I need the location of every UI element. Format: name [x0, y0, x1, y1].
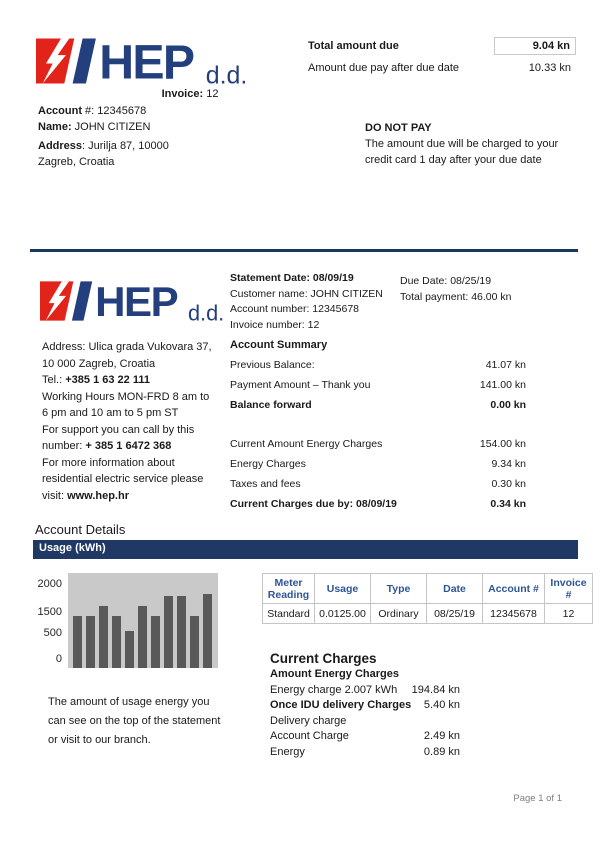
after-due-value: 10.33 kn — [528, 62, 571, 74]
do-not-pay-notice: DO NOT PAY The amount due will be charged to your credit card 1 day after your due date — [365, 120, 580, 168]
account-summary-title: Account Summary — [230, 339, 328, 351]
y-axis-tick: 0 — [55, 653, 62, 665]
table-row: Standard 0.0125.00 Ordinary 08/25/19 12345678 12 — [263, 604, 593, 624]
account-number-value: 12345678 — [97, 105, 147, 117]
y-axis-tick: 500 — [43, 627, 62, 639]
page-number: Page 1 of 1 — [513, 793, 562, 804]
customer-address-line1: Address: Jurilja 87, 10000 — [38, 140, 169, 152]
website-link[interactable]: www.hep.hr — [67, 489, 129, 502]
due-date: Due Date: 08/25/19 — [400, 275, 492, 287]
charges-row: Amount Energy Charges — [270, 668, 399, 680]
usage-bar — [86, 616, 95, 668]
company-phone: +385 1 63 22 111 — [65, 374, 150, 386]
usage-banner: Usage (kWh) — [33, 540, 578, 559]
customer-name-value: JOHN CITIZEN — [71, 121, 151, 133]
col-meter-reading: Meter Reading — [263, 574, 315, 604]
account-number-line: Account #: 12345678 — [38, 105, 147, 117]
summary-row-current-due: Current Charges due by: 08/09/19 0.34 kn — [230, 498, 526, 510]
usage-bars — [68, 573, 218, 668]
total-payment: Total payment: 46.00 kn — [400, 290, 512, 303]
usage-bar — [99, 606, 108, 668]
invoice-value: 12 — [203, 88, 219, 100]
summary-row: Current Amount Energy Charges 154.00 kn — [230, 438, 526, 450]
meter-reading-table — [262, 573, 593, 624]
statement-invoice-number: Invoice number: 12 — [230, 318, 320, 331]
hep-logo-graphic-secondary — [40, 276, 230, 326]
usage-bar — [164, 596, 173, 668]
support-phone: + 385 1 6472 368 — [85, 440, 172, 452]
usage-bar — [125, 631, 134, 668]
website-line: visit: www.hep.hr — [42, 489, 129, 502]
col-account: Account # — [483, 574, 545, 604]
support-phone-line: number: + 385 1 6472 368 — [42, 440, 172, 452]
customer-name-line: Name: JOHN CITIZEN — [38, 121, 151, 133]
logo-blue-bar — [72, 281, 92, 320]
charges-row: Energy 0.89 kn — [270, 745, 460, 758]
statement-customer-name: Customer name: JOHN CITIZEN — [230, 287, 383, 300]
current-charges-block — [270, 651, 460, 760]
logo-suffix: d.d. — [187, 300, 225, 326]
y-axis-tick: 1500 — [37, 606, 62, 618]
usage-bar — [151, 616, 160, 668]
usage-caption: The amount of usage energy you can see on the top of the statement or visit to our branch. — [48, 696, 221, 746]
hep-logo — [36, 33, 254, 89]
customer-account-block — [38, 103, 258, 170]
invoice-number-line — [130, 88, 250, 100]
usage-bar — [203, 594, 212, 668]
col-invoice: Invoice # — [545, 574, 593, 604]
customer-address-line2: Zagreb, Croatia — [38, 156, 115, 168]
section-divider — [30, 249, 578, 252]
due-date-block — [400, 274, 560, 305]
hep-logo-graphic — [36, 33, 254, 89]
hep-logo-secondary — [40, 276, 230, 326]
logo-text: HEP — [95, 278, 178, 326]
col-usage: Usage — [315, 574, 371, 604]
usage-chart — [34, 570, 220, 672]
logo-text: HEP — [99, 35, 194, 89]
table-header-row — [263, 574, 593, 604]
usage-bar — [177, 596, 186, 668]
y-axis-tick: 2000 — [37, 578, 62, 590]
charges-row: Energy charge 2.007 kWh 194.84 kn — [270, 683, 460, 696]
logo-blue-bar — [73, 39, 96, 84]
usage-bar — [138, 606, 147, 668]
invoice-label: Invoice: — [161, 88, 204, 100]
charges-row: Once IDU delivery Charges 5.40 kn — [270, 699, 460, 711]
statement-account-number: Account number: 12345678 — [230, 303, 360, 315]
current-charges-title: Current Charges — [270, 651, 377, 666]
account-summary-rows-top — [230, 355, 526, 415]
statement-date: Statement Date: 08/09/19 — [230, 272, 354, 284]
summary-row: Previous Balance: 41.07 kn — [230, 359, 526, 371]
summary-row-balance-forward: Balance forward 0.00 kn — [230, 399, 526, 411]
summary-row: Taxes and fees 0.30 kn — [230, 478, 526, 490]
account-summary-rows-bottom — [230, 434, 526, 514]
total-due-row — [308, 35, 576, 57]
summary-row: Payment Amount – Thank you 141.00 kn — [230, 379, 526, 391]
after-due-label: Amount due pay after due date — [308, 62, 460, 74]
amount-due-block — [308, 35, 576, 79]
company-contact-block: Address: Ulica grada Vukovara 37, 10 000 Zagreb, Croatia Tel.: +385 1 63 22 111 Working Hours MON-FRD 8 am to 6 pm and 10 am to 5 pm ST For support you can call by this number: + 385 1 6472 368 For more information about residential electric service please visit: www.hep.hr — [42, 339, 234, 504]
account-details-title: Account Details — [35, 522, 126, 537]
charges-row: Delivery charge — [270, 714, 347, 727]
company-phone-line: Tel.: +385 1 63 22 111 — [42, 374, 150, 386]
summary-row: Energy Charges 9.34 kn — [230, 458, 526, 470]
after-due-row — [308, 57, 576, 79]
charges-row: Account Charge 2.49 kn — [270, 730, 460, 742]
do-not-pay-title: DO NOT PAY — [365, 122, 432, 134]
total-due-value: 9.04 kn — [494, 37, 576, 55]
usage-bar — [112, 616, 121, 668]
statement-info-block — [230, 271, 400, 333]
col-type: Type — [371, 574, 427, 604]
col-date: Date — [427, 574, 483, 604]
total-due-label: Total amount due — [308, 40, 399, 52]
usage-bar — [73, 616, 82, 668]
usage-bar — [190, 616, 199, 668]
logo-suffix: d.d. — [205, 61, 248, 89]
